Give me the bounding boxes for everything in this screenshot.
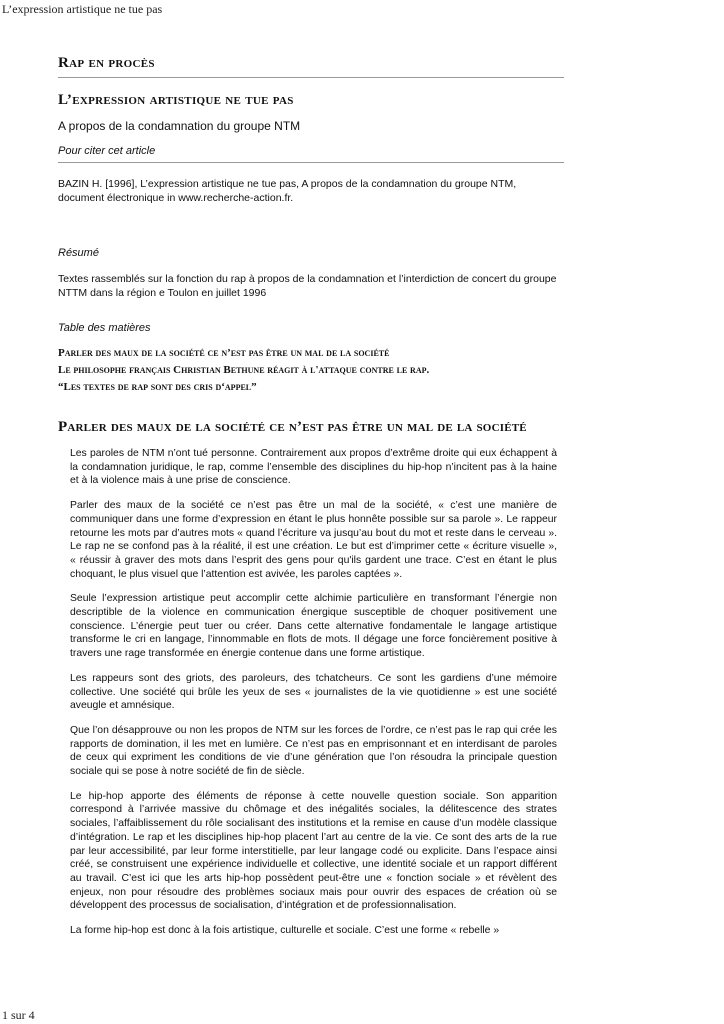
article	[58, 55, 564, 949]
section-heading: Parler des maux de la société ce n’est pas être un mal de la société	[58, 419, 527, 435]
browser-page-title: L’expression artistique ne tue pas	[2, 2, 163, 16]
paragraph: Les paroles de NTM n’ont tué personne. Contrairement aux propos d’extrême droite qui eux échappent à la condamnation juridique, le rap, comme l’ensemble des disciplines du hip-hop n’incitent pas à la haine et à la violence mais à une prise de conscience.	[70, 448, 557, 487]
rubric-heading: Rap en procès	[58, 55, 564, 78]
page-counter: 1 sur 4	[2, 1008, 35, 1022]
toc-link-cris-appel[interactable]: “Les textes de rap sont des cris d‘appel”	[58, 381, 257, 393]
paragraph: Seule l’expression artistique peut accomplir cette alchimie particulière en transformant l’énergie non descriptible de la violence en communication énergique susceptible de choquer positivement une conscience. L’énergie peut tuer ou créer. Dans cette alternative fondamentale le langage artistique transforme le cri en langage, l’innommable en flots de mots. Il dégage une force foncièrement positive à travers une rage transformée en énergie contenue dans une forme artistique.	[70, 593, 557, 660]
toc-link-maux-societe[interactable]: Parler des maux de la société ce n’est pas être un mal de la société	[58, 347, 390, 359]
article-title: L’expression artistique ne tue pas	[58, 92, 294, 108]
section-body	[70, 447, 557, 938]
resume-label: Résumé	[58, 247, 99, 259]
article-subtitle: A propos de la condamnation du groupe NTM	[58, 119, 301, 133]
paragraph: Les rappeurs sont des griots, des paroleurs, des tchatcheurs. Ce sont les gardiens d’une mémoire collective. Une société qui brûle les yeux de ses « journalistes de la vie quotidienne » est une société aveugle et amnésique.	[70, 672, 557, 712]
paragraph: Le hip-hop apporte des éléments de réponse à cette nouvelle question sociale. Son apparition correspond à l’arrivée massive du chômage et des inégalités sociales, la délitescence des strates sociales, l’affaiblissement du rôle socialisant des institutions et la remise en cause d’un modèle classique d’intégration. Le rap et les disciplines hip-hop placent l’art au centre de la vie. Ce sont des arts de la rue par leur accessibilité, par leur forme interstitielle, par leur langage codé ou explicite. Dans l’espace ainsi créé, se construisent une expérience individuelle et collective, une identité sociale et un rapport différent au travail. C’est ici que les arts hip-hop possèdent peut-être une « fonction sociale » et révèlent des enjeux, non pour résoudre des problèmes sociaux mais pour ouvrir des espaces de création où se développent des processus de socialisation, d’intégration et de professionnalisation.	[70, 790, 557, 912]
toc-label: Table des matières	[58, 322, 151, 334]
paragraph: Parler des maux de la société ce n’est pas être un mal de la société, « c’est une manière de communiquer dans une forme d’expression en étant le plus honnête possible sur sa parole ». Le rappeur retourne les mots par d’autres mots « quand l’écriture va jusqu’au bout du mot et reste dans le cerveau ». Le rap ne se confond pas à la réalité, il est une création. Le but est d’imprimer cette « écriture visuelle », « réussir à graver des mots dans l’esprit des gens pour qu'ils gardent une trace. C’est en étant le plus choquant, le plus visuel que l’attention est avivée, les paroles captées ».	[70, 500, 557, 580]
citation-label: Pour citer cet article	[58, 145, 564, 163]
paragraph: Que l’on désapprouve ou non les propos de NTM sur les forces de l’ordre, ce n’est pas le rap qui crée les rapports de domination, il les met en lumière. Ce n’est pas en emprisonnant et en interdisant de paroles de ceux qui expriment les conditions de vie d’une génération que l’on résoudra la principale question sociale qui se pose à notre société de fin de siècle.	[70, 724, 557, 778]
resume-text: Textes rassemblés sur la fonction du rap à propos de la condamnation et l’interdiction de concert du groupe NTTM dans la région e Toulon en juillet 1996	[58, 273, 557, 299]
table-of-contents	[58, 345, 564, 396]
paragraph: La forme hip-hop est donc à la fois artistique, culturelle et sociale. C’est une forme « rebelle »	[70, 925, 500, 937]
citation-text: BAZIN H. [1996], L’expression artistique ne tue pas, A propos de la condamnation du groupe NTM, document électronique in www.recherche-action.fr.	[58, 178, 517, 204]
toc-link-philosophe-bethune[interactable]: Le philosophe français Christian Bethune réagit à l'attaque contre le rap.	[58, 364, 430, 376]
